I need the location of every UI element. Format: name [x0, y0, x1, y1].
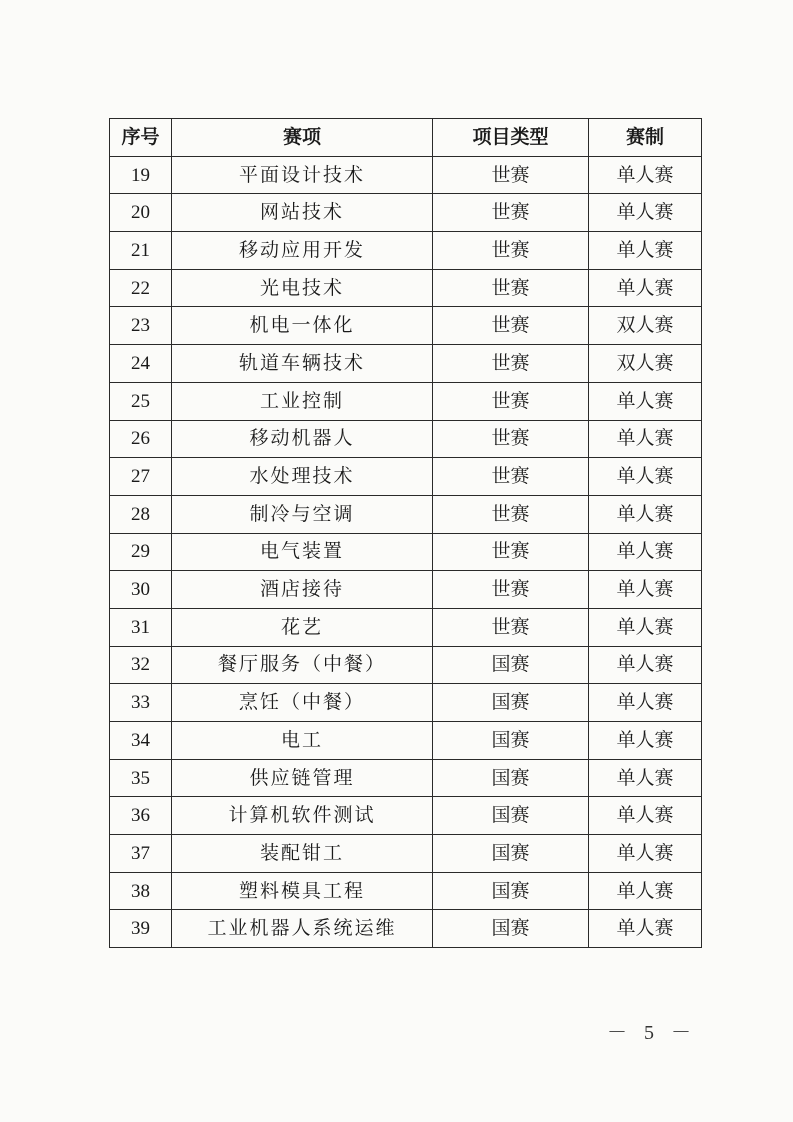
table-row — [110, 269, 702, 307]
row-format: 单人赛 — [589, 571, 702, 609]
row-format: 单人赛 — [589, 759, 702, 797]
table-header-row — [110, 119, 702, 157]
row-format: 单人赛 — [589, 835, 702, 873]
table-row — [110, 232, 702, 270]
row-format: 单人赛 — [589, 420, 702, 458]
row-serial: 38 — [110, 872, 172, 910]
row-serial: 27 — [110, 458, 172, 496]
row-event-name: 酒店接待 — [172, 571, 433, 609]
row-serial: 25 — [110, 382, 172, 420]
row-event-name: 平面设计技术 — [172, 156, 433, 194]
row-type: 国赛 — [433, 722, 589, 760]
row-serial: 29 — [110, 533, 172, 571]
row-serial: 33 — [110, 684, 172, 722]
row-serial: 20 — [110, 194, 172, 232]
header-type: 项目类型 — [433, 119, 589, 157]
row-type: 世赛 — [433, 156, 589, 194]
row-serial: 22 — [110, 269, 172, 307]
row-serial: 36 — [110, 797, 172, 835]
row-serial: 32 — [110, 646, 172, 684]
row-format: 单人赛 — [589, 910, 702, 948]
row-format: 单人赛 — [589, 269, 702, 307]
row-event-name: 塑料模具工程 — [172, 872, 433, 910]
row-type: 世赛 — [433, 382, 589, 420]
row-format: 单人赛 — [589, 797, 702, 835]
row-format: 单人赛 — [589, 872, 702, 910]
table-row — [110, 646, 702, 684]
row-type: 世赛 — [433, 571, 589, 609]
row-event-name: 花艺 — [172, 608, 433, 646]
row-type: 世赛 — [433, 533, 589, 571]
row-serial: 26 — [110, 420, 172, 458]
row-type: 世赛 — [433, 458, 589, 496]
row-event-name: 烹饪（中餐） — [172, 684, 433, 722]
row-serial: 28 — [110, 495, 172, 533]
row-event-name: 餐厅服务（中餐） — [172, 646, 433, 684]
row-format: 单人赛 — [589, 232, 702, 270]
row-type: 世赛 — [433, 232, 589, 270]
row-format: 单人赛 — [589, 608, 702, 646]
row-format: 单人赛 — [589, 495, 702, 533]
row-event-name: 计算机软件测试 — [172, 797, 433, 835]
row-type: 国赛 — [433, 872, 589, 910]
row-format: 双人赛 — [589, 345, 702, 383]
table-row — [110, 345, 702, 383]
table-row — [110, 571, 702, 609]
row-format: 单人赛 — [589, 684, 702, 722]
table-row — [110, 382, 702, 420]
row-event-name: 工业控制 — [172, 382, 433, 420]
row-serial: 30 — [110, 571, 172, 609]
row-type: 国赛 — [433, 684, 589, 722]
row-type: 世赛 — [433, 345, 589, 383]
header-format: 赛制 — [589, 119, 702, 157]
row-type: 世赛 — [433, 307, 589, 345]
table-row — [110, 608, 702, 646]
header-serial: 序号 — [110, 119, 172, 157]
row-serial: 23 — [110, 307, 172, 345]
row-serial: 19 — [110, 156, 172, 194]
table-row — [110, 722, 702, 760]
row-format: 单人赛 — [589, 533, 702, 571]
row-type: 世赛 — [433, 420, 589, 458]
header-event: 赛项 — [172, 119, 433, 157]
row-event-name: 装配钳工 — [172, 835, 433, 873]
table-row — [110, 872, 702, 910]
row-serial: 35 — [110, 759, 172, 797]
row-serial: 21 — [110, 232, 172, 270]
row-serial: 37 — [110, 835, 172, 873]
table-row — [110, 307, 702, 345]
row-event-name: 光电技术 — [172, 269, 433, 307]
row-event-name: 机电一体化 — [172, 307, 433, 345]
row-format: 单人赛 — [589, 382, 702, 420]
row-event-name: 电工 — [172, 722, 433, 760]
row-event-name: 移动机器人 — [172, 420, 433, 458]
row-event-name: 工业机器人系统运维 — [172, 910, 433, 948]
row-event-name: 网站技术 — [172, 194, 433, 232]
table-row — [110, 420, 702, 458]
row-type: 国赛 — [433, 646, 589, 684]
row-serial: 24 — [110, 345, 172, 383]
row-type: 世赛 — [433, 194, 589, 232]
row-type: 世赛 — [433, 269, 589, 307]
row-type: 国赛 — [433, 797, 589, 835]
row-serial: 31 — [110, 608, 172, 646]
page-number: － 5 － — [607, 1022, 697, 1044]
row-format: 单人赛 — [589, 194, 702, 232]
table-row — [110, 495, 702, 533]
table-row — [110, 759, 702, 797]
table-row — [110, 910, 702, 948]
row-serial: 34 — [110, 722, 172, 760]
row-serial: 39 — [110, 910, 172, 948]
table-row — [110, 835, 702, 873]
row-format: 单人赛 — [589, 646, 702, 684]
row-format: 单人赛 — [589, 722, 702, 760]
table-row — [110, 194, 702, 232]
row-type: 国赛 — [433, 759, 589, 797]
table-row — [110, 533, 702, 571]
competition-table — [109, 118, 702, 948]
table-row — [110, 797, 702, 835]
row-type: 国赛 — [433, 835, 589, 873]
row-event-name: 轨道车辆技术 — [172, 345, 433, 383]
row-event-name: 制冷与空调 — [172, 495, 433, 533]
row-event-name: 电气装置 — [172, 533, 433, 571]
row-event-name: 水处理技术 — [172, 458, 433, 496]
row-format: 单人赛 — [589, 458, 702, 496]
row-event-name: 供应链管理 — [172, 759, 433, 797]
row-event-name: 移动应用开发 — [172, 232, 433, 270]
row-type: 国赛 — [433, 910, 589, 948]
row-format: 双人赛 — [589, 307, 702, 345]
table-row — [110, 156, 702, 194]
row-format: 单人赛 — [589, 156, 702, 194]
row-type: 世赛 — [433, 608, 589, 646]
table-row — [110, 684, 702, 722]
table-row — [110, 458, 702, 496]
row-type: 世赛 — [433, 495, 589, 533]
